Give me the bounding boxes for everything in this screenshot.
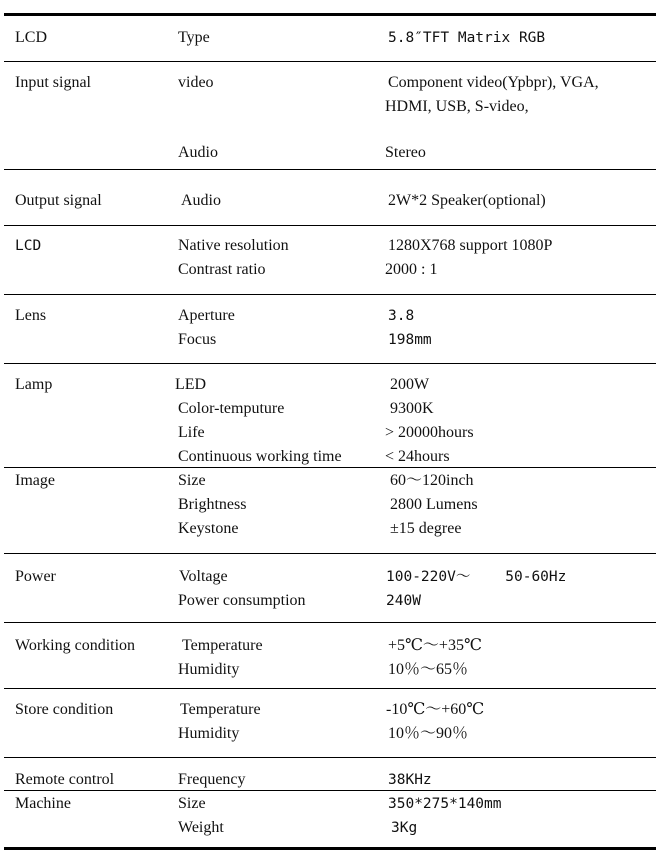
value-aperture: 3.8 [388, 308, 415, 324]
param-power-consumption: Power consumption [178, 592, 306, 609]
param-working-humidity: Humidity [178, 661, 240, 678]
table-top-border [4, 13, 656, 16]
param-machine-size: Size [178, 795, 206, 812]
param-focus: Focus [178, 331, 217, 348]
value-native-resolution: 1280X768 support 1080P [388, 237, 553, 254]
category-machine: Machine [15, 795, 71, 812]
param-video: video [178, 74, 214, 91]
value-frequency: 38KHz [388, 772, 432, 788]
row-divider [4, 467, 656, 468]
value-store-humidity: 10％～90％ [388, 725, 469, 742]
category-working-condition: Working condition [15, 637, 136, 654]
value-video-line1: Component video(Ypbpr), VGA, [388, 74, 599, 91]
category-output-signal: Output signal [15, 192, 102, 209]
value-audio-input: Stereo [385, 144, 426, 161]
category-lamp: Lamp [15, 376, 53, 393]
value-contrast-ratio: 2000 : 1 [385, 261, 438, 278]
param-keystone: Keystone [178, 520, 239, 537]
param-store-temperature: Temperature [180, 701, 261, 718]
value-color-temp: 9300K [390, 400, 434, 417]
param-frequency: Frequency [178, 771, 246, 788]
row-divider [4, 553, 656, 554]
param-voltage: Voltage [179, 568, 228, 585]
value-store-temperature: -10℃～+60℃ [386, 701, 485, 718]
value-power-consumption: 240W [386, 593, 421, 609]
param-weight: Weight [178, 819, 224, 836]
row-divider [4, 363, 656, 364]
row-divider [4, 294, 656, 295]
value-machine-size: 350*275*140mm [388, 796, 502, 812]
value-type: 5.8″TFT Matrix RGB [388, 30, 546, 46]
category-input-signal: Input signal [15, 74, 91, 91]
value-focus: 198mm [388, 332, 432, 348]
param-native-resolution: Native resolution [178, 237, 289, 254]
value-led: 200W [390, 376, 430, 393]
row-divider [4, 622, 656, 623]
category-store-condition: Store condition [15, 701, 114, 718]
param-continuous-working-time: Continuous working time [178, 448, 342, 465]
value-working-temperature: +5℃～+35℃ [388, 637, 482, 654]
row-divider [4, 688, 656, 689]
param-audio-output: Audio [181, 192, 221, 209]
param-brightness: Brightness [178, 496, 247, 513]
value-working-humidity: 10％～65％ [388, 661, 469, 678]
param-led: LED [175, 376, 207, 393]
table-bottom-border [4, 847, 656, 850]
value-weight: 3Kg [391, 820, 418, 836]
value-brightness: 2800 Lumens [390, 496, 478, 513]
category-remote-control: Remote control [15, 771, 115, 788]
row-divider [4, 61, 656, 62]
value-continuous-working-time: < 24hours [385, 448, 450, 465]
param-working-temperature: Temperature [182, 637, 263, 654]
row-divider [4, 790, 656, 791]
param-store-humidity: Humidity [178, 725, 240, 742]
param-contrast-ratio: Contrast ratio [178, 261, 266, 278]
param-life: Life [178, 424, 205, 441]
param-aperture: Aperture [178, 307, 235, 324]
category-power: Power [15, 568, 56, 585]
row-divider [4, 225, 656, 226]
param-audio-input: Audio [178, 144, 218, 161]
category-lcd: LCD [15, 29, 47, 46]
value-video-line2: HDMI, USB, S-video, [385, 98, 529, 115]
category-image: Image [15, 472, 55, 489]
category-lcd-2: LCD [15, 238, 42, 254]
value-keystone: ±15 degree [390, 520, 462, 537]
row-divider [4, 169, 656, 170]
value-voltage: 100-220V～ 50-60Hz [386, 569, 567, 585]
value-audio-output: 2W*2 Speaker(optional) [388, 192, 546, 209]
param-type: Type [178, 29, 210, 46]
value-life: > 20000hours [385, 424, 474, 441]
value-image-size: 60～120inch [390, 472, 474, 489]
category-lens: Lens [15, 307, 47, 324]
row-divider [4, 757, 656, 758]
param-image-size: Size [178, 472, 206, 489]
param-color-temp: Color-temputure [178, 400, 285, 417]
